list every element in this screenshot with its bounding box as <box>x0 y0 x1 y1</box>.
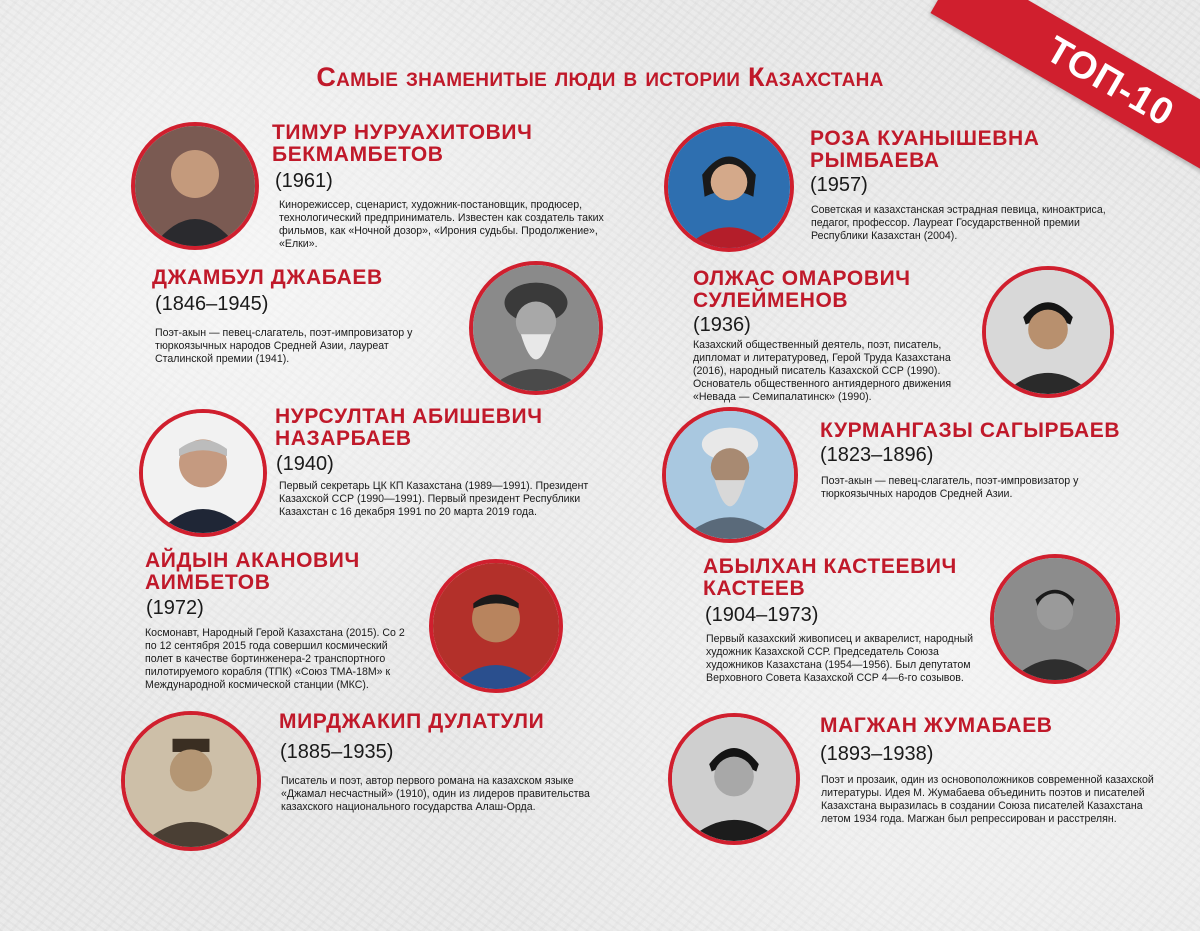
ribbon-label: ТОП-10 <box>1039 28 1182 135</box>
person-years: (1957) <box>810 174 868 196</box>
person-name: МАГЖАН ЖУМАБАЕВ <box>820 714 1053 737</box>
person-years: (1940) <box>276 453 334 475</box>
person-years: (1893–1938) <box>820 743 934 765</box>
person-years: (1904–1973) <box>705 604 819 626</box>
person-description: Поэт и прозаик, один из основоположников современной казахской литературы. Идея М. Жумабаева объединить поэтов и писателей Казахстана выразилась в создании Союза писателей Казахстана летом 1934 года. Магжан был репрессирован и расстрелян. <box>821 774 1154 825</box>
person-name: РОЗА КУАНЫШЕВНА РЫМБАЕВА <box>810 127 1040 172</box>
person-description: Писатель и поэт, автор первого романа на казахском языке «Джамал несчастный» (1910), один из лидеров правительства казахского национального государства Алаш-Орда. <box>281 775 590 813</box>
page-title: Самые знаменитые люди в истории Казахстана <box>316 62 884 92</box>
person-description: Поэт-акын — певец-слагатель, поэт-импровизатор у тюркоязычных народов Средней Азии, лауреат Сталинской премии (1941). <box>155 327 413 365</box>
person-description: Кинорежиссер, сценарист, художник-постановщик, продюсер, технологический предприниматель. Известен как создатель таких фильмов, как «Ночной дозор», «Ирония судьбы. Продолжение», «Елки». <box>279 199 604 250</box>
person-name: НУРСУЛТАН АБИШЕВИЧ НАЗАРБАЕВ <box>275 405 543 450</box>
portrait-photo <box>668 713 800 845</box>
person-description: Первый секретарь ЦК КП Казахстана (1989—1991). Президент Казахской ССР (1990—1991). Первый президент Республики Казахстан с 16 декабря 1991 по 20 марта 2019 года. <box>279 480 589 518</box>
person-description: Советская и казахстанская эстрадная певица, киноактриса, педагог, профессор. Лауреат Государственной премии Республики Казахстан (2004). <box>811 204 1106 242</box>
person-years: (1936) <box>693 314 751 336</box>
person-description: Казахский общественный деятель, поэт, писатель, дипломат и литературовед, Герой Труда Казахстана (2016), народный писатель Казахской ССР (1990). Основатель общественного антиядерного движения «Невада — Семипалатинск» (1990). <box>693 339 952 403</box>
person-years: (1846–1945) <box>155 293 269 315</box>
person-description: Поэт-акын — певец-слагатель, поэт-импровизатор у тюркоязычных народов Средней Азии. <box>821 475 1079 500</box>
portrait-photo <box>664 122 794 252</box>
person-years: (1885–1935) <box>280 741 394 763</box>
portrait-photo <box>429 559 563 693</box>
person-description: Первый казахский живописец и акварелист, народный художник Казахской ССР. Председатель Союза художников Казахстана (1954—1956). Был депутатом Верховного Совета Казахской ССР 4—6-го созывов. <box>706 633 974 684</box>
portrait-photo <box>139 409 267 537</box>
person-name: АЙДЫН АКАНОВИЧ АИМБЕТОВ <box>145 549 360 594</box>
person-years: (1961) <box>275 170 333 192</box>
person-description: Космонавт, Народный Герой Казахстана (2015). Со 2 по 12 сентября 2015 года совершил космический полет в качестве бортинженера-2 транспортного пилотируемого корабля (ТПК) «Союз ТМА-18М» к Международной космической станции (МКС). <box>145 627 405 691</box>
person-name: АБЫЛХАН КАСТЕЕВИЧ КАСТЕЕВ <box>703 555 957 600</box>
person-name: ТИМУР НУРУАХИТОВИЧ БЕКМАМБЕТОВ <box>272 121 533 166</box>
portrait-photo <box>131 122 259 250</box>
portrait-photo <box>990 554 1120 684</box>
portrait-photo <box>982 266 1114 398</box>
portrait-photo <box>662 407 798 543</box>
person-name: ДЖАМБУЛ ДЖАБАЕВ <box>152 266 383 289</box>
person-name: ОЛЖАС ОМАРОВИЧ СУЛЕЙМЕНОВ <box>693 267 911 312</box>
portrait-photo <box>121 711 261 851</box>
person-years: (1823–1896) <box>820 444 934 466</box>
portrait-photo <box>469 261 603 395</box>
person-name: МИРДЖАКИП ДУЛАТУЛИ <box>279 710 545 733</box>
person-name: КУРМАНГАЗЫ САГЫРБАЕВ <box>820 419 1121 442</box>
person-years: (1972) <box>146 597 204 619</box>
